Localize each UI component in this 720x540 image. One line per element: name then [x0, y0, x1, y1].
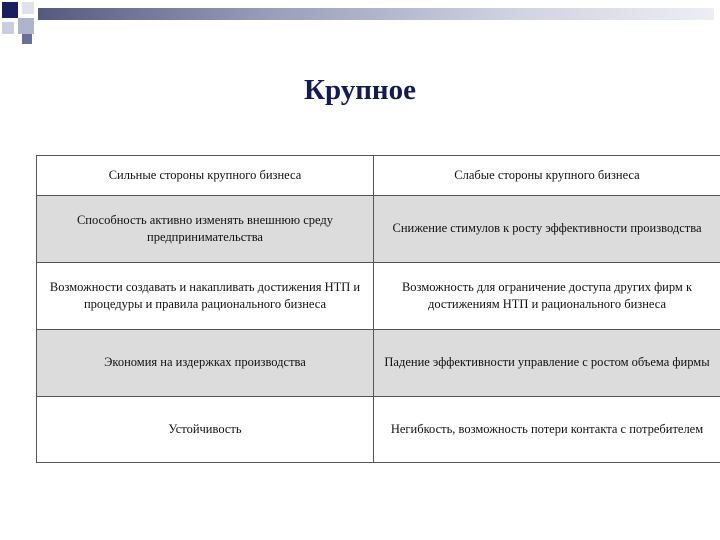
- slide-title: Крупное: [303, 74, 417, 106]
- header-gradient-band: [38, 8, 714, 20]
- decor-square: [22, 2, 34, 14]
- weakness-cell: Падение эффективности управление с ростом объема фирмы: [374, 330, 720, 397]
- weakness-cell: Негибкость, возможность потери контакта с потребителем: [374, 397, 720, 463]
- decor-square-dark: [2, 2, 18, 18]
- strength-cell: Возможности создавать и накапливать достижения НТП и процедуры и правила рационального бизнеса: [37, 263, 374, 330]
- decor-square: [22, 34, 32, 44]
- strength-cell: Экономия на издержках производства: [37, 330, 374, 397]
- header-strengths: Сильные стороны крупного бизнеса: [37, 156, 374, 196]
- decor-square: [2, 22, 14, 34]
- decor-square-light: [18, 18, 34, 34]
- table-row: [37, 397, 720, 463]
- strengths-weaknesses-table: [36, 155, 720, 463]
- strength-cell: Устойчивость: [37, 397, 374, 463]
- table-row: [37, 330, 720, 397]
- weakness-cell: Снижение стимулов к росту эффективности производства: [374, 196, 720, 263]
- header-weaknesses: Слабые стороны крупного бизнеса: [374, 156, 720, 196]
- strength-cell: Способность активно изменять внешнюю среду предпринимательства: [37, 196, 374, 263]
- table-row: [37, 263, 720, 330]
- weakness-cell: Возможность для ограничение доступа других фирм к достижениям НТП и рационального бизнеса: [374, 263, 720, 330]
- table-row: [37, 196, 720, 263]
- table-header-row: [37, 156, 720, 196]
